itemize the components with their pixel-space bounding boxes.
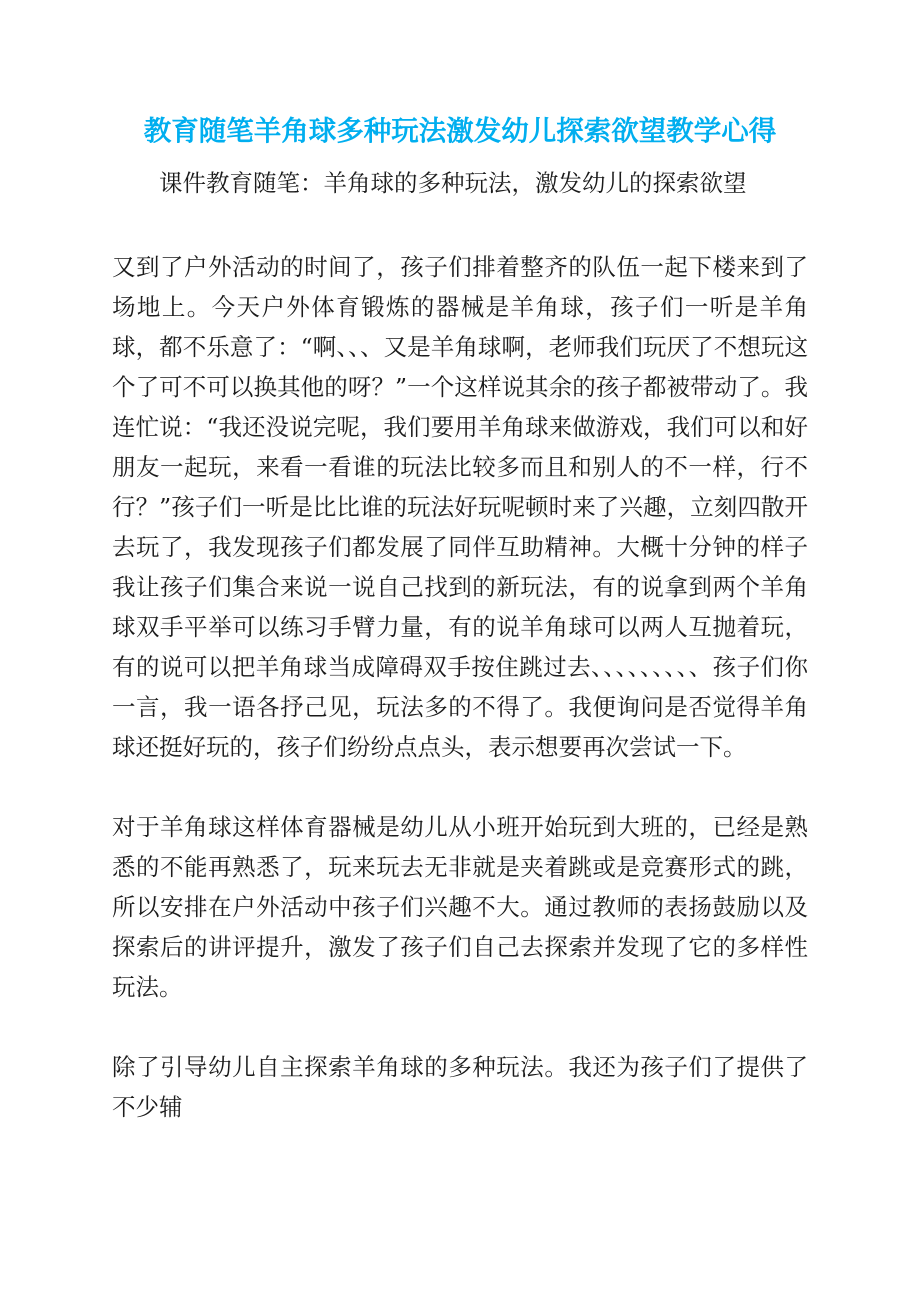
page-title: 教育随笔羊角球多种玩法激发幼儿探索欲望教学心得 (143, 115, 777, 147)
document-content (112, 0, 808, 1127)
document-subtitle: 课件教育随笔：羊角球的多种玩法，激发幼儿的探索欲望 (159, 169, 747, 197)
document-body (112, 247, 808, 1127)
paragraph: 对于羊角球这样体育器械是幼儿从小班开始玩到大班的，已经是熟悉的不能再熟悉了，玩来玩去无非就是夹着跳或是竞赛形式的跳，所以安排在户外活动中孩子们兴趣不大。通过教师的表扬鼓励以及探索后的讲评提升，激发了孩子们自己去探索并发现了它的多样性玩法。 (112, 813, 808, 1001)
paragraph: 又到了户外活动的时间了，孩子们排着整齐的队伍一起下楼来到了场地上。今天户外体育锻炼的器械是羊角球，孩子们一听是羊角球，都不乐意了：“啊、、、又是羊角球啊，老师我们玩厌了不想玩这个了可不可以换其他的呀？”一个这样说其余的孩子都被带动了。我连忙说：“我还没说完呢，我们要用羊角球来做游戏，我们可以和好朋友一起玩，来看一看谁的玩法比较多而且和别人的不一样，行不行？”孩子们一听是比比谁的玩法好玩呢顿时来了兴趣，立刻四散开去玩了，我发现孩子们都发展了同伴互助精神。大概十分钟的样子我让孩子们集合来说一说自己找到的新玩法，有的说拿到两个羊角球双手平举可以练习手臂力量，有的说羊角球可以两人互抛着玩，有的说可以把羊角球当成障碍双手按住跳过去、、、、、、、、、孩子们你一言，我一语各抒己见，玩法多的不得了。我便询问是否觉得羊角球还挺好玩的，孩子们纷纷点点头，表示想要再次尝试一下。 (112, 253, 808, 761)
paragraph: 除了引导幼儿自主探索羊角球的多种玩法。我还为孩子们了提供了不少辅 (112, 1053, 808, 1121)
